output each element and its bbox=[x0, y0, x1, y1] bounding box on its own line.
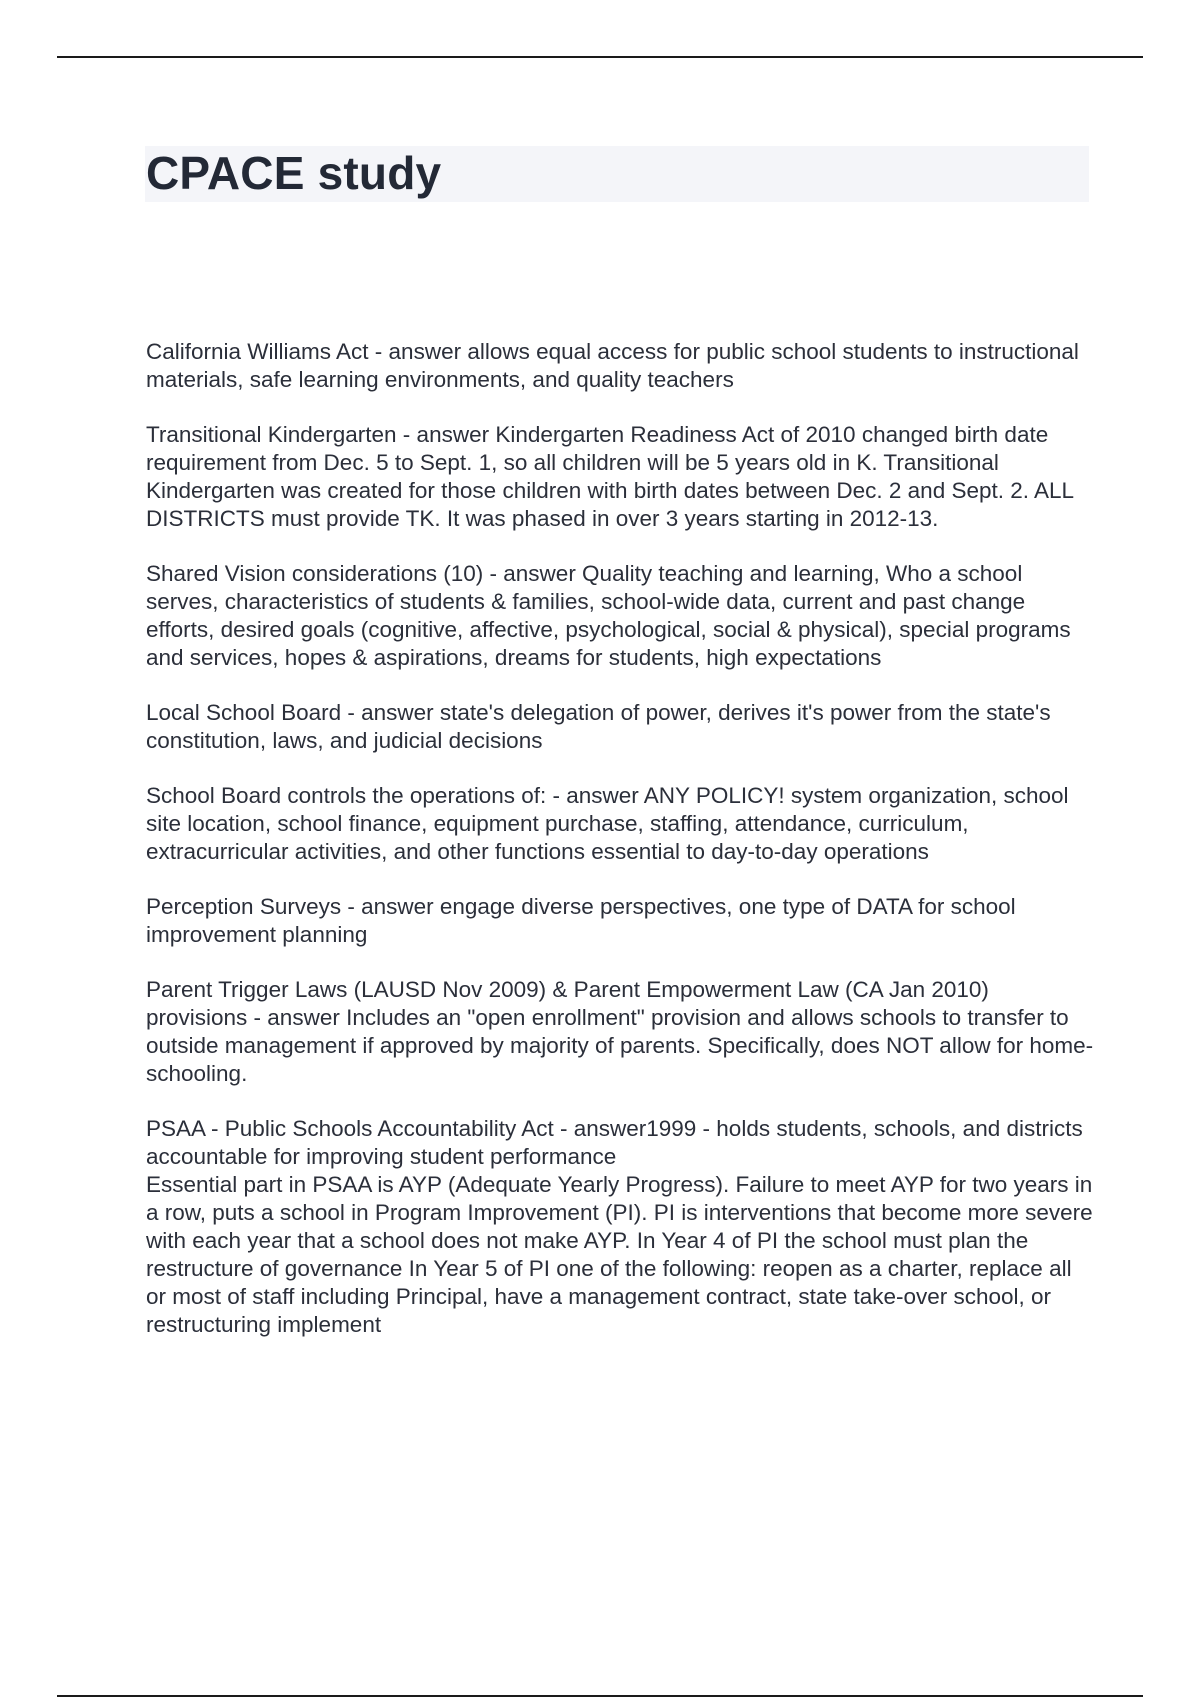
entry-transitional-kindergarten: Transitional Kindergarten - answer Kindergarten Readiness Act of 2010 changed birth date requirement from Dec. 5 to Sept. 1, so all children will be 5 years old in K. Transitional Kindergarten was created for those children with birth dates between Dec. 2 and Sept. 2. ALL DISTRICTS must provide TK. It was phased in over 3 years starting in 2012-13. bbox=[146, 422, 1074, 531]
top-divider bbox=[57, 56, 1143, 58]
entry-perception-surveys: Perception Surveys - answer engage diverse perspectives, one type of DATA for school improvement planning bbox=[146, 894, 1016, 947]
entry-williams-act: California Williams Act - answer allows equal access for public school students to instructional materials, safe learning environments, and quality teachers bbox=[146, 339, 1079, 392]
entry-local-school-board: Local School Board - answer state's delegation of power, derives it's power from the state's constitution, laws, and judicial decisions bbox=[146, 700, 1051, 753]
document-body bbox=[146, 338, 1096, 1366]
page-title: CPACE study bbox=[146, 147, 442, 199]
entry-shared-vision: Shared Vision considerations (10) - answer Quality teaching and learning, Who a school serves, characteristics of students & families, school-wide data, current and past change efforts, desired goals (cognitive, affective, psychological, social & physical), special programs and services, hopes & aspirations, dreams for students, high expectations bbox=[146, 561, 1071, 670]
entry-psaa: PSAA - Public Schools Accountability Act - answer1999 - holds students, schools, and districts accountable for improving student performance Essential part in PSAA is AYP (Adequate Yearly Progress). Failure to meet AYP for two years in a row, puts a school in Program Improvement (PI). PI is interventions that become more severe with each year that a school does not make AYP. In Year 4 of PI the school must plan the restructure of governance In Year 5 of PI one of the following: reopen as a charter, replace all or most of staff including Principal, have a management contract, state take-over school, or restructuring implement bbox=[146, 1116, 1093, 1337]
entry-parent-trigger-laws: Parent Trigger Laws (LAUSD Nov 2009) & Parent Empowerment Law (CA Jan 2010) provisions - answer Includes an "open enrollment" provision and allows schools to transfer to outside management if approved by majority of parents. Specifically, does NOT allow for home-schooling. bbox=[146, 977, 1094, 1086]
entry-school-board-operations: School Board controls the operations of: - answer ANY POLICY! system organization, school site location, school finance, equipment purchase, staffing, attendance, curriculum, extracurricular activities, and other functions essential to day-to-day operations bbox=[146, 783, 1069, 864]
bottom-divider bbox=[57, 1695, 1143, 1697]
